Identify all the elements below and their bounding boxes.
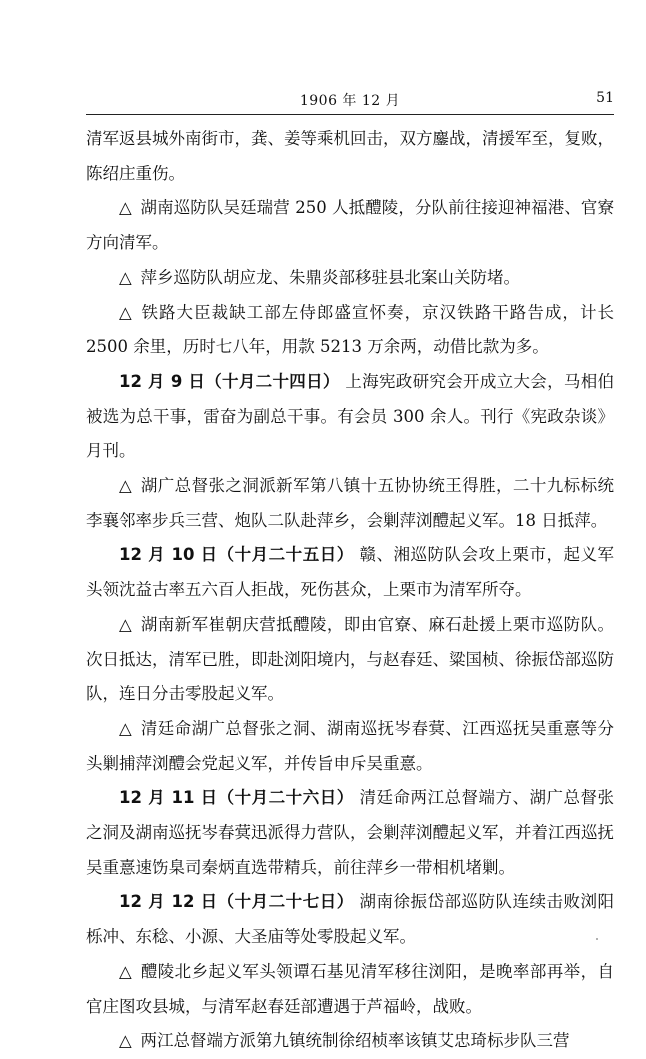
paragraph-text: 湖南新军崔朝庆营抵醴陵，即由官寮、麻石赴援上栗市巡防队。次日抵达，清军已胜，即赴浏阳境内，与赵春廷、粱国桢、徐振岱部巡防队，连日分击零股起义军。: [86, 614, 614, 704]
paragraph-text: 醴陵北乡起义军头领谭石基见清军移往浏阳，是晚率部再举，自官庄图攻县城，与清军赵春廷部遭遇于芦福岭，战败。: [86, 961, 614, 1016]
triangle-marker: △: [119, 267, 132, 287]
paragraph-text: 湖广总督张之洞派新军第八镇十五协协统王得胜，二十九标标统李襄邻率步兵三营、炮队二队赴萍乡，会剿萍浏醴起义军。18 日抵萍。: [86, 476, 614, 530]
paragraph: [86, 955, 614, 1024]
paragraph-text: 铁路大臣裁缺工部左侍郎盛宣怀奏，京汉铁路干路告成，计长 2500 余里，历时七八年，用款 5213 万余两，动借比款为多。: [86, 302, 614, 357]
triangle-marker: △: [119, 614, 132, 634]
paragraph-text: 清廷命湖广总督张之洞、湖南巡抚岑春蓂、江西巡抚吴重憙等分头剿捕萍浏醴会党起义军，并传旨申斥吴重憙。: [86, 718, 614, 773]
paragraph-text: 湖南徐振岱部巡防队连续击败浏阳栎冲、东稔、小源、大圣庙等处零股起义军。: [86, 892, 615, 947]
date-heading: 12 月 12 日（十月二十七日）: [119, 892, 354, 912]
running-header: [86, 90, 614, 115]
paragraph: [86, 538, 614, 607]
paragraph: [86, 608, 614, 712]
scan-speck: [596, 938, 598, 940]
page-body: [86, 122, 614, 1059]
paragraph-text: 萍乡巡防队胡应龙、朱鼎炎部移驻县北案山关防堵。: [140, 267, 520, 287]
paragraph: [86, 1024, 614, 1059]
paragraph-text: 上海宪政研究会开成立大会，马相伯被选为总干事，雷奋为副总干事。有会员 300 余人。刊行《宪政杂谈》月刊。: [86, 371, 614, 461]
triangle-marker: △: [119, 476, 132, 496]
paragraph: [86, 191, 614, 260]
header-title: 1906 年 12 月: [299, 93, 401, 109]
triangle-marker: △: [119, 718, 132, 738]
paragraph: [86, 261, 614, 296]
triangle-marker: △: [119, 961, 132, 981]
date-heading: 12 月 11 日（十月二十六日）: [119, 788, 354, 808]
paragraph: [86, 296, 614, 365]
paragraph: [86, 365, 614, 469]
paragraph-text: 两江总督端方派第九镇统制徐绍桢率该镇艾忠琦标步队三营: [140, 1031, 570, 1051]
paragraph: [86, 885, 614, 954]
date-heading: 12 月 9 日（十月二十四日）: [119, 371, 340, 391]
triangle-marker: △: [119, 198, 132, 218]
page-number: 51: [596, 90, 614, 106]
triangle-marker: △: [119, 302, 132, 322]
paragraph: [86, 469, 614, 538]
paragraph-text: 清军返县城外南街市，龚、姜等乘机回击，双方鏖战，清援军至，复败，陈绍庄重伤。: [86, 129, 614, 183]
date-heading: 12 月 10 日（十月二十五日）: [119, 545, 354, 565]
paragraph: [86, 712, 614, 781]
paragraph-text: 清廷命两江总督端方、湖广总督张之洞及湖南巡抚岑春蓂迅派得力营队，会剿萍浏醴起义军，并着江西巡抚吴重憙速饬臬司秦炳直选带精兵，前往萍乡一带相机堵剿。: [86, 788, 615, 877]
paragraph-text: 湖南巡防队吴廷瑞营 250 人抵醴陵，分队前往接迎神福港、官寮方向清军。: [86, 198, 614, 253]
paragraph-text: 赣、湘巡防队会攻上栗市，起义军头领沈益古率五六百人拒战，死伤甚众，上栗市为清军所夺。: [86, 545, 615, 600]
triangle-marker: △: [119, 1031, 132, 1051]
paragraph: [86, 781, 614, 885]
paragraph: [86, 122, 614, 191]
